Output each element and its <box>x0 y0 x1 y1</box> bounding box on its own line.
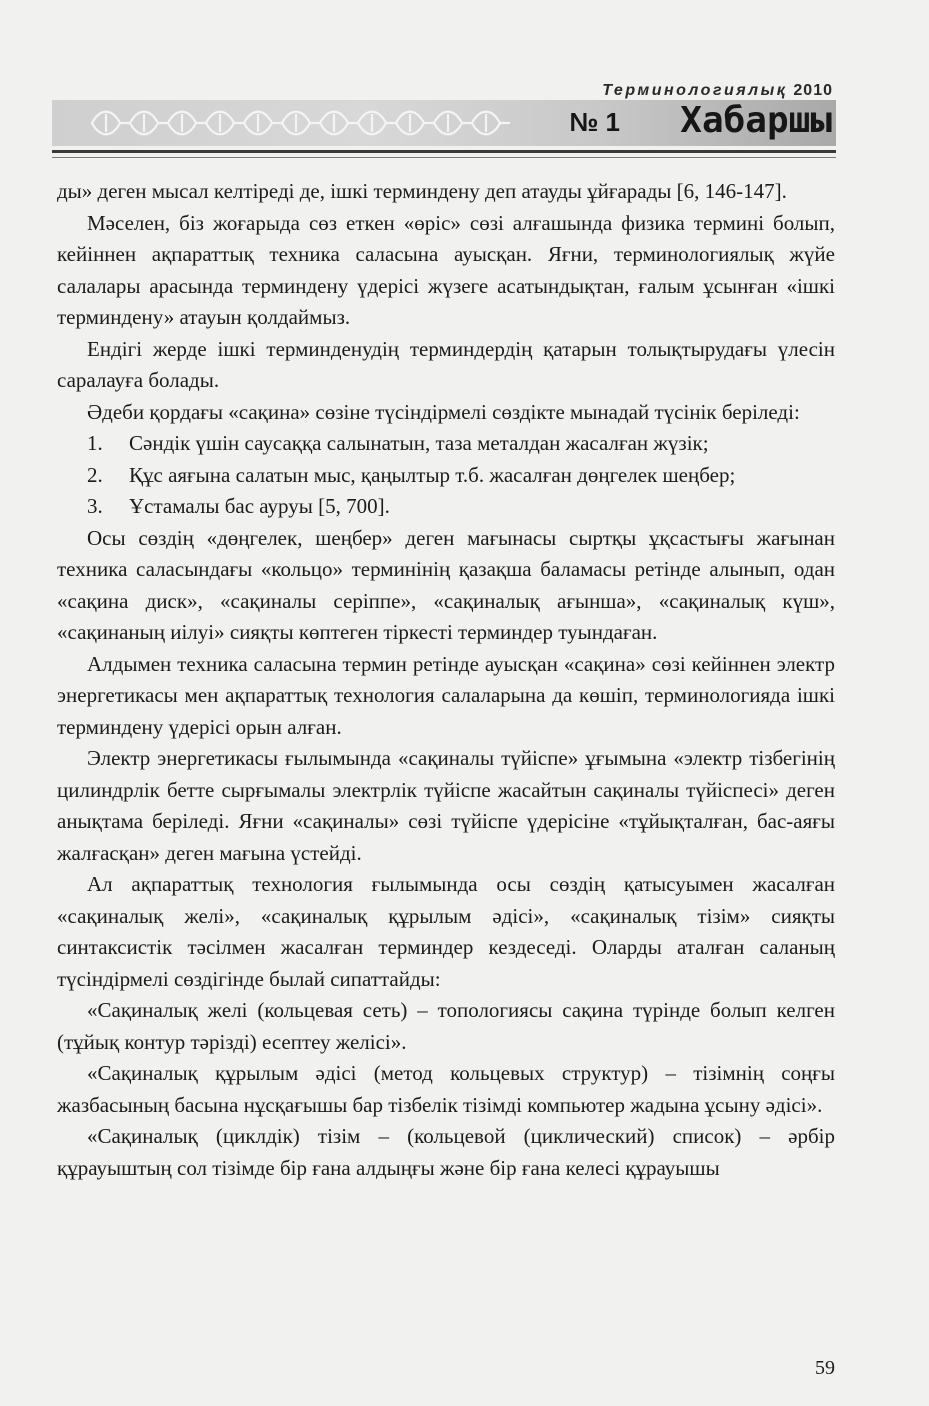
journal-title: Хабаршы <box>680 100 832 141</box>
paragraph: Электр энергетикасы ғылымында «сақиналы түйіспе» ұғымына «электр тізбегінің цилиндрлік бетте сырғымалы электрлік түйіспе жасайтын сақиналы түйіспесі» деген анықтама беріледі. Яғни «сақиналы» сөзі түйіспе үдерісіне «тұйықталған, бас-аяғы жалғасқан» деген мағына үстейді. <box>57 746 835 865</box>
journal-name: Терминологиялық <box>602 82 788 99</box>
list-item <box>57 460 835 492</box>
list-item <box>57 491 835 523</box>
paragraph: Алдымен техника саласына термин ретінде ауысқан «сақина» сөзі кейіннен электр энергетикасы мен ақпараттық технология салаларына да көшіп, терминологияда ішкі терминдену үдерісі орын алған. <box>57 651 835 739</box>
paragraph: ды» деген мысал келтіреді де, ішкі терминдену деп атауды ұйғарады [6, 146-147]. <box>57 179 787 203</box>
ornament-pattern-icon <box>82 104 512 142</box>
paragraph: Әдеби қордағы «сақина» сөзіне түсіндірмелі сөздікте мынадай түсінік беріледі: <box>87 399 800 424</box>
paragraph: «Сақиналық құрылым әдісі (метод кольцевых структур) – тізімнің соңғы жазбасының басына нұсқағышы бар тізбелік тізімді компьютер жадына ұсыну әдісі». <box>57 1061 835 1117</box>
list-text: Ұстамалы бас ауруы [5, 700]. <box>129 494 390 518</box>
paragraph: «Сақиналық желі (кольцевая сеть) – топологиясы сақина түрінде болып келген (тұйық контур тәрізді) есептеу желісі». <box>57 998 835 1054</box>
paragraph: Осы сөздің «дөңгелек, шеңбер» деген мағынасы сыртқы ұқсастығы жағынан техника саласындағы «кольцо» терминінің қазақша баламасы ретінде алынып, одан «сақина диск», «сақиналы серіппе», «сақиналық ағынша», «сақиналық күш», «сақинаның иілуі» сияқты көптеген тіркесті терминдер туындаған. <box>57 525 835 644</box>
paragraph: Ал ақпараттық технология ғылымында осы сөздің қатысуымен жасалған «сақиналық желі», «сақиналық құрылым әдісі», «сақиналық тізім» сияқты синтаксистік тәсілмен жасалған терминдер кездеседі. Оларды аталған саланың түсіндірмелі сөздігінде былай сипаттайды: <box>57 872 835 991</box>
list-text: Құс аяғына салатын мыс, қаңылтыр т.б. жасалған дөңгелек шеңбер; <box>129 462 736 487</box>
list-item <box>57 428 835 460</box>
paragraph: Мәселен, біз жоғарыда сөз еткен «өріс» сөзі алғашында физика термині болып, кейіннен ақпараттық техника саласына ауысқан. Яғни, терминологиялық жүйе салалары арасында терминдену үдерісі жүзеге асатындықтан, ғалым ұсынған «ішкі терминдену» атауын қолдаймыз. <box>57 210 835 329</box>
paragraph: Ендігі жерде ішкі терминденудің терминдердің қатарын толықтырудағы үлесін саралауға болады. <box>57 336 835 392</box>
list-number: 2. <box>87 462 103 487</box>
page-number: 59 <box>815 1357 835 1379</box>
list-number: 3. <box>87 494 103 518</box>
header-banner <box>52 100 836 146</box>
header-rule-thin <box>52 157 836 158</box>
issue-number: № 1 <box>569 107 620 137</box>
journal-header <box>602 82 833 100</box>
journal-year: 2010 <box>793 82 833 99</box>
list-number: 1. <box>87 431 103 455</box>
list-text: Сәндік үшін саусаққа салынатын, таза металдан жасалған жүзік; <box>129 431 709 455</box>
article-body <box>57 176 835 1184</box>
paragraph: «Сақиналық (циклдік) тізім – (кольцевой (циклический) список) – әрбір құрауыштың сол тізімде бір ғана алдыңғы және бір ғана келесі құрауышы <box>57 1124 835 1180</box>
header-rule <box>52 150 836 153</box>
